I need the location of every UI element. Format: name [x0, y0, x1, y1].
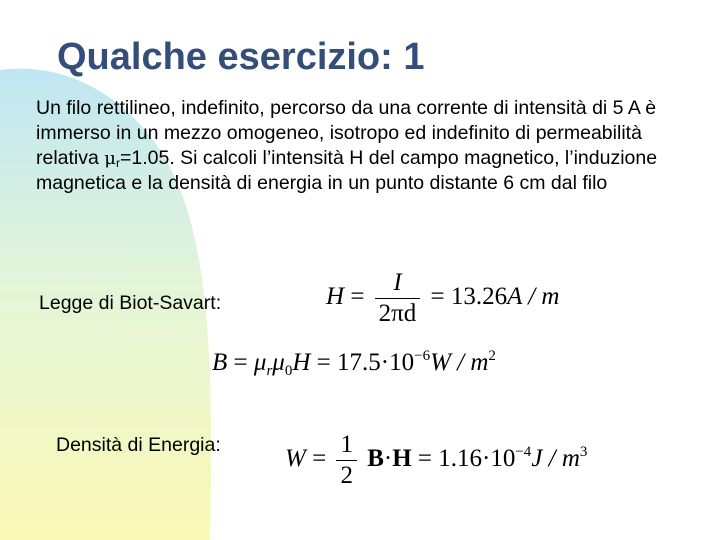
exponent: −6	[414, 348, 431, 364]
mu-symbol: μ	[104, 148, 116, 169]
h-symbol: H	[326, 283, 345, 311]
problem-statement	[36, 96, 706, 196]
mu-0-subscript: 0	[284, 363, 293, 379]
fraction	[336, 430, 357, 491]
w-symbol: W	[285, 445, 306, 473]
biot-savart-equation	[326, 268, 559, 329]
fraction-numerator: I	[393, 269, 402, 296]
equals-sign: =	[312, 445, 327, 473]
w-unit: J / m	[531, 445, 580, 473]
dot-operator: ·	[380, 349, 390, 376]
h-unit: A / m	[507, 283, 560, 311]
mu-subscript: r	[115, 156, 120, 170]
biot-savart-label: Legge di Biot-Savart:	[39, 292, 222, 314]
problem-text-1: Un filo rettilineo, indefinito, percorso da una corrente di intensità di 5 A è immerso in un mezzo omogeneo, isotropo ed indefinito di permeabilità relativa	[36, 97, 657, 169]
fraction-numerator: 1	[340, 431, 353, 458]
exponent: −4	[515, 444, 532, 461]
b-value: 17.5	[337, 349, 381, 376]
unit-exponent: 2	[488, 348, 496, 364]
h-symbol: H	[292, 349, 311, 376]
slide-title: Qualche esercizio: 1	[57, 36, 425, 78]
b-symbol: B	[212, 349, 228, 376]
h-vector: H	[392, 445, 412, 473]
fraction-denominator: 2πd	[375, 298, 421, 329]
equals-sign: =	[233, 349, 248, 376]
dot-operator: ·	[482, 445, 491, 473]
mu-r-symbol: μ	[253, 349, 267, 376]
energy-density-equation	[285, 430, 587, 491]
unit-exponent: 3	[579, 444, 588, 461]
equals-sign: =	[350, 283, 365, 311]
mu-r-subscript: r	[266, 363, 273, 379]
power-of-ten: 10	[490, 445, 516, 473]
problem-text-2: =1.05. Si calcoli l’intensità H del campo magnetico, l’induzione magnetica e la densità di energia in un punto distante 6 cm dal filo	[36, 147, 658, 194]
b-unit: W / m	[430, 349, 489, 376]
fraction	[375, 268, 421, 329]
equals-sign: =	[417, 445, 433, 473]
equals-sign: =	[316, 349, 331, 376]
h-value: 13.26	[450, 283, 508, 311]
induction-equation	[212, 348, 496, 380]
energy-density-label: Densità di Energia:	[56, 434, 221, 456]
fraction-denominator: 2	[336, 460, 357, 491]
w-value: 1.16	[438, 445, 483, 473]
equals-sign: =	[430, 283, 445, 311]
power-of-ten: 10	[389, 349, 415, 376]
mu-0-symbol: μ	[272, 349, 285, 376]
dot-operator: ·	[383, 445, 393, 473]
b-vector: B	[367, 445, 384, 473]
